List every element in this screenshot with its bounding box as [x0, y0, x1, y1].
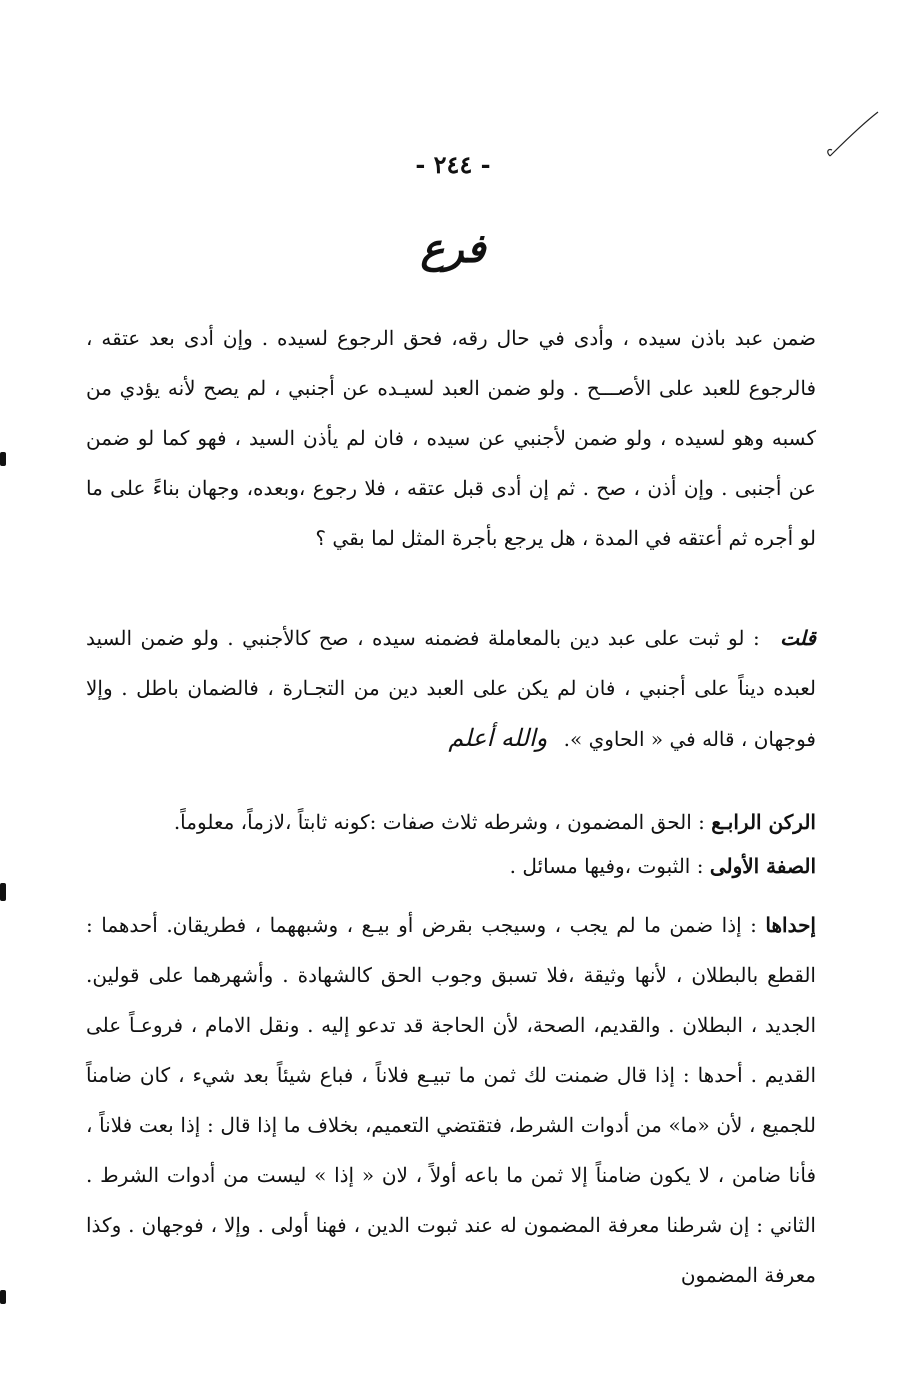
- paragraph-3: [86, 800, 816, 888]
- paragraph-1: [86, 313, 816, 563]
- binding-mark: [0, 452, 6, 466]
- attribute-heading: الصفة الأولى: [709, 854, 816, 878]
- paragraph-text: : لو ثبت على عبد دين بالمعاملة فضمنه سيده ، صح كالأجنبي . ولو ضمن السيد لعبده ديناً على أجنبي ، فان لم يكن على العبد دين من التجـارة ، فالضمان باطل . وإلا فوجهان ، قاله في « الحاوي ».: [86, 626, 816, 751]
- paragraph-text: : إذا ضمن ما لم يجب ، وسيجب بقرض أو بيـع ، وشبههما ، فطريقان. أحدهما : القطع بالبطلان ، لأنها وثيقة ،فلا تسبق وجوب الحق كالشهادة . وأشهرهما على قولين. الجديد ، البطلان . والقديم، الصحة، لأن الحاجة قد تدعو إليه . ونقل الامام ، فروعـاً على القديم . أحدها : إذا قال ضمنت لك ثمن ما تبيـع فلاناً ، فباع شيئاً بعد شيء ، كان ضامناً للجميع ، لأن «ما» من أدوات الشرط، فتقتضي التعميم، بخلاف ما إذا قال : إذا بعت فلاناً ، فأنا ضامن ، لا يكون ضامناً إلا ثمن ما باعه أولاً ، لان « إذا » ليست من أدوات الشرط . الثاني : إن شرطنا معرفة المضمون له عند ثبوت الدين ، فهنا أولى . وإلا ، فوجهان . وكذا معرفة المضمون: [86, 913, 816, 1287]
- closing-formula: والله أعلم: [448, 724, 548, 752]
- paragraph-text: : الثبوت ،وفيها مسائل .: [509, 854, 704, 878]
- paragraph-2: [86, 613, 816, 764]
- pillar-heading: الركن الرابـع: [711, 810, 816, 834]
- binding-mark: [0, 883, 6, 901]
- issue-heading: إحداها: [765, 913, 816, 937]
- page-number: - ٢٤٤ -: [415, 150, 491, 179]
- qulta-heading: قلت: [780, 626, 816, 650]
- paragraph-4: [86, 900, 816, 1300]
- paragraph-text: : الحق المضمون ، وشرطه ثلاث صفات :كونه ثابتاً ،لازماً، معلوماً.: [173, 810, 705, 834]
- section-title: فرع: [420, 225, 486, 272]
- binding-mark: [0, 1290, 6, 1304]
- paragraph-text: ضمن عبد باذن سيده ، وأدى في حال رقه، فحق الرجوع لسيده . وإن أدى بعد عتقه ، فالرجوع للعبد على الأصـــح . ولو ضمن العبد لسيـده عن أجنبي ، لم يصح لأنه يؤدي من كسبه وهو لسيده ، ولو ضمن لأجنبي عن سيده ، فان لم يأذن السيد ، فهو كما لو ضمن عن أجنبى . وإن أذن ، صح . ثم إن أدى قبل عتقه ، فلا رجوع ،وبعده، وجهان بناءً على ما لو أجره ثم أعتقه في المدة ، هل يرجع بأجرة المثل لما بقي ؟: [86, 326, 816, 550]
